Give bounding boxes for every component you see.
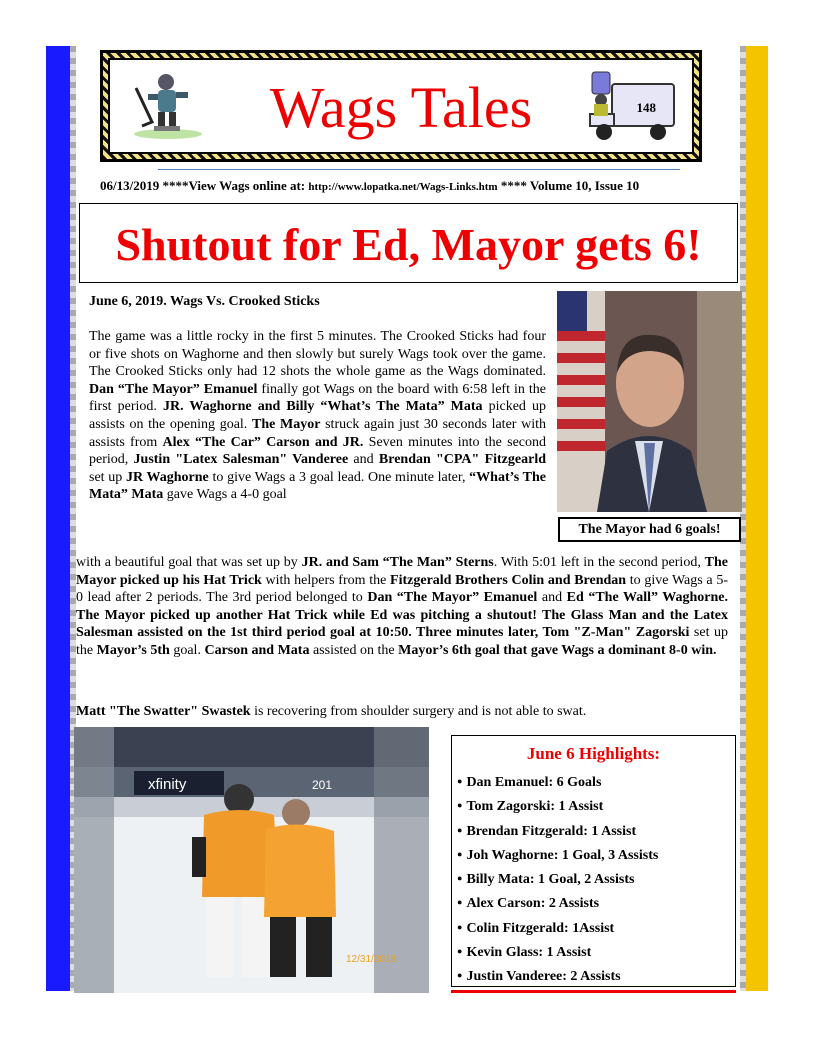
rink-photo xyxy=(74,727,429,993)
bold-text-run: “What’s The Mata” Mata xyxy=(89,469,547,503)
bold-text-run: JR Waghorne xyxy=(125,469,209,485)
highlight-item: ● Colin Fitzgerald: 1Assist xyxy=(457,915,658,939)
bold-text-run: Fitzgerald Brothers Colin and Brendan xyxy=(390,572,627,588)
highlight-item: ● Dan Emanuel: 6 Goals xyxy=(457,769,658,793)
highlights-box xyxy=(451,735,736,987)
zamboni-icon xyxy=(586,70,678,142)
highlights-list xyxy=(457,769,658,988)
left-border-bar xyxy=(46,46,72,991)
text-run: and xyxy=(537,590,567,606)
text-run: Seven minutes into the second period, xyxy=(89,434,547,468)
text-run: gave Wags a 4-0 goal xyxy=(163,487,287,503)
highlight-item: ● Joh Waghorne: 1 Goal, 3 Assists xyxy=(457,842,658,866)
dateline xyxy=(100,178,730,194)
highlights-title: June 6 Highlights: xyxy=(526,744,661,763)
article-paragraph-1 xyxy=(89,328,546,504)
highlight-item: ● Alex Carson: 2 Assists xyxy=(457,890,658,914)
masthead xyxy=(100,50,702,162)
text-run: struck again just 30 seconds later with assists from xyxy=(89,416,547,450)
bold-text-run: Carson and Mata xyxy=(204,642,310,658)
mayor-photo-caption: The Mayor had 6 goals! xyxy=(558,517,741,542)
bold-text-run: Mayor’s 6th goal that gave Wags a dominant 8-0 win. xyxy=(398,642,717,658)
text-run: goal. xyxy=(169,642,205,658)
article-paragraph-3 xyxy=(76,704,586,720)
rink-players-image xyxy=(74,727,429,993)
xfinity-sign-text: xfinity xyxy=(148,776,187,793)
masthead-rule xyxy=(158,169,680,170)
bold-text-run: Matt "The Swatter" Swastek xyxy=(76,704,251,719)
bold-text-run: Justin "Latex Salesman" Vanderee xyxy=(133,452,349,468)
text-run: assisted on the xyxy=(309,642,399,658)
text-run: set up xyxy=(89,469,126,485)
bold-text-run: Alex “The Car” Carson and JR. xyxy=(162,434,364,450)
article-paragraph-2 xyxy=(76,554,728,660)
article-subhead: June 6, 2019. Wags Vs. Crooked Sticks xyxy=(89,294,320,309)
bold-text-run: Brendan "CPA" Fitzgearld xyxy=(378,452,546,468)
text-run: with a beautiful goal that was set up by xyxy=(76,555,302,570)
text-run: to give Wags a 3 goal lead. One minute later, xyxy=(208,469,470,485)
highlight-item: ● Brendan Fitzgerald: 1 Assist xyxy=(457,818,658,842)
bold-text-run: JR. Waghorne and Billy “What’s The Mata” Mata xyxy=(162,399,483,415)
newsletter-title: Wags Tales xyxy=(269,75,533,140)
text-run: . With 5:01 left in the second period, xyxy=(493,555,705,570)
bold-text-run: Mayor’s 5th xyxy=(96,642,170,658)
headline-box xyxy=(79,203,738,283)
text-run: to give Wags a 5-0 lead after 2 periods. The 3rd period belonged to xyxy=(76,572,729,606)
bold-text-run: JR. and Sam “The Man” Sterns xyxy=(301,555,494,570)
dateline-prefix: ****View Wags online at: xyxy=(159,178,309,193)
website-link[interactable]: http://www.lopatka.net/Wags-Links.htm xyxy=(308,181,498,193)
masthead-panel xyxy=(108,58,694,154)
text-run: set up the xyxy=(76,625,728,658)
mayor-photo xyxy=(557,291,742,512)
volume-issue: **** Volume 10, Issue 10 xyxy=(497,178,640,193)
highlight-item: ● Tom Zagorski: 1 Assist xyxy=(457,793,658,817)
headline: Shutout for Ed, Mayor gets 6! xyxy=(115,219,702,270)
highlight-item: ● Kevin Glass: 1 Assist xyxy=(457,939,658,963)
board-number-text: 201 xyxy=(312,778,333,792)
highlight-item: ● Billy Mata: 1 Goal, 2 Assists xyxy=(457,866,658,890)
photo-timestamp: 12/31/2018 xyxy=(346,954,397,965)
text-run: is recovering from shoulder surgery and is not able to swat. xyxy=(250,704,587,719)
bold-text-run: Ed “The Wall” Waghorne. The Mayor picked up another Hat Trick while Ed was pitching a shutout! The Glass Man and the Latex Salesman assisted on the 1st third period goal at 10:50. Three minutes later, Tom "Z-Man" Zagorski xyxy=(76,590,728,641)
highlights-underline xyxy=(451,990,736,993)
mayor-portrait-image xyxy=(557,291,742,512)
text-run: picked up assists on the opening goal. xyxy=(89,399,546,432)
bold-text-run: Dan “The Mayor” Emanuel xyxy=(89,381,258,397)
text-run: The game was a little rocky in the first 5 minutes. The Crooked Sticks had four or five shots on Waghorne and then slowly but surely Wags took over the game. The Crooked Sticks only had 12 shots the whole game as the Wags dominated. xyxy=(89,329,546,380)
issue-date: 06/13/2019 xyxy=(100,178,160,193)
text-run: with helpers from the xyxy=(261,572,391,588)
highlight-item: ● Justin Vanderee: 2 Assists xyxy=(457,963,658,987)
bold-text-run: The Mayor xyxy=(251,416,321,432)
right-border-bar xyxy=(744,46,768,991)
text-run: and xyxy=(348,452,379,468)
text-run: finally got Wags on the board with 6:58 left in the first period. xyxy=(89,381,546,415)
bold-text-run: The Mayor picked up his Hat Trick xyxy=(76,555,728,588)
bold-text-run: Dan “The Mayor” Emanuel xyxy=(367,590,538,606)
issue-number-label: 148 xyxy=(636,100,656,115)
